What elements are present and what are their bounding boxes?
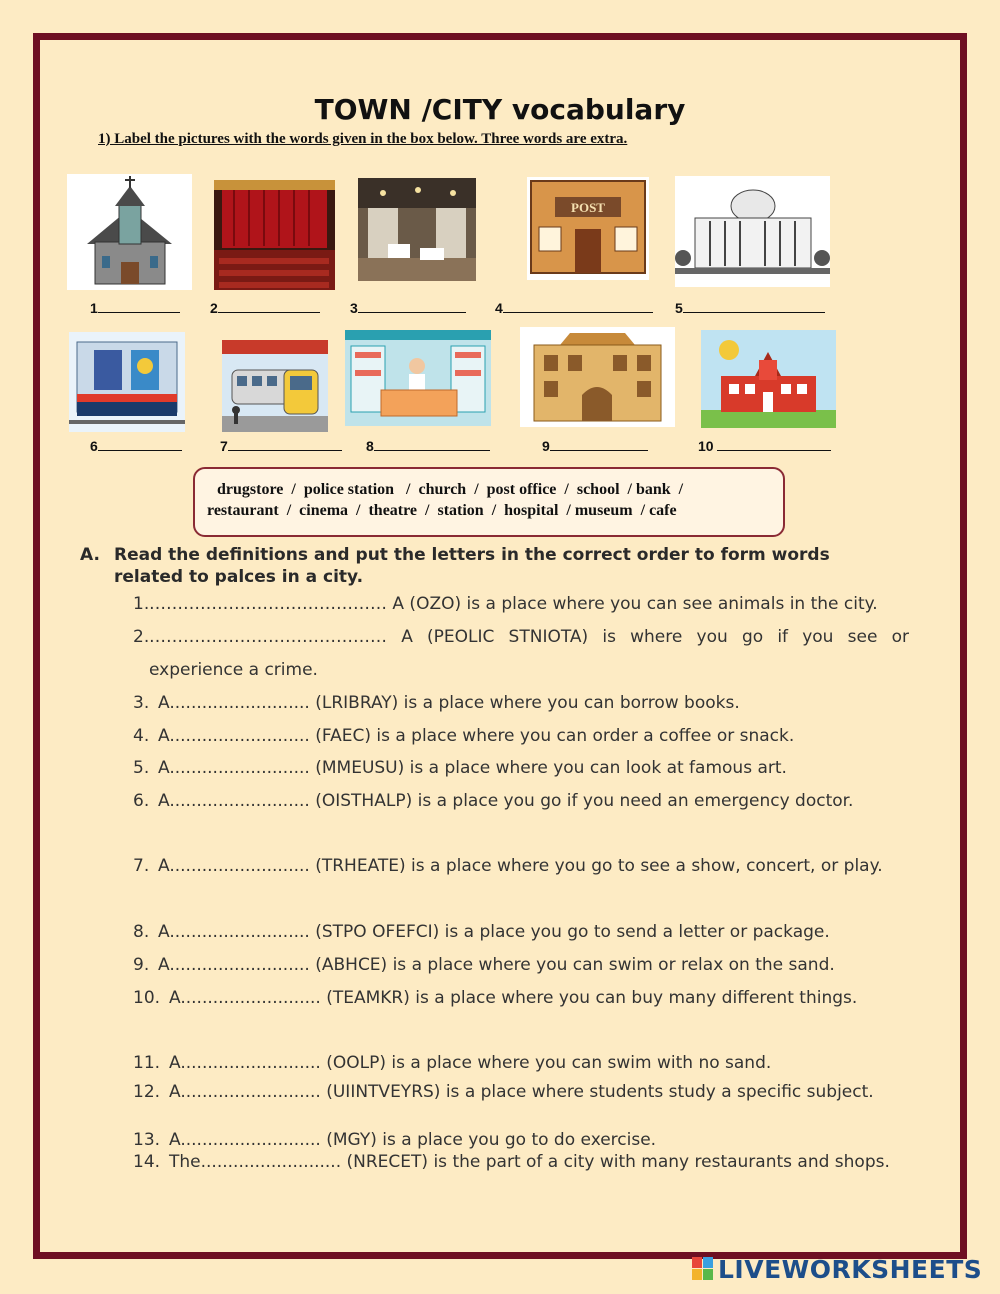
list-item (133, 1047, 909, 1080)
item-number: 9. (133, 955, 150, 975)
item-number: 12. (133, 1082, 161, 1102)
answer-line-10[interactable] (717, 438, 831, 451)
label-number: 10 (698, 438, 714, 454)
label-number: 4 (495, 300, 503, 316)
list-item (133, 785, 909, 818)
item-number: 2. (133, 627, 150, 647)
item-text[interactable]: A.......................... (TEAMKR) is a place where you can buy many different things. (169, 988, 858, 1008)
label-number: 6 (90, 438, 98, 454)
word-box-line-2: restaurant / cinema / theatre / station / hospital / museum / cafe (207, 502, 677, 519)
list-item (133, 850, 909, 883)
church-icon (67, 174, 192, 290)
item-number: 13. (133, 1130, 161, 1150)
item-number: 14. (133, 1152, 161, 1172)
list-item (133, 1080, 909, 1105)
item-text[interactable]: A.......................... (UIINTVEYRS) is a place where students study a specific subject. (169, 1082, 874, 1102)
answer-line-1[interactable] (98, 300, 180, 313)
list-item (133, 1151, 909, 1173)
item-text[interactable]: A.......................... (OISTHALP) is a place you go if you need an emergency doctor. (158, 791, 854, 811)
label-number: 7 (220, 438, 228, 454)
answer-line-9[interactable] (550, 438, 648, 451)
list-item (133, 982, 909, 1015)
section-a-heading (80, 544, 880, 588)
svg-text:POST: POST (571, 200, 605, 215)
cinema-icon (69, 332, 185, 432)
label-number: 2 (210, 300, 218, 316)
logo-blocks-icon (692, 1257, 714, 1281)
item-number: 4. (133, 726, 150, 746)
item-number: 8. (133, 922, 150, 942)
station-icon (222, 340, 328, 432)
list-item (133, 916, 909, 949)
liveworksheets-logo (692, 1255, 982, 1284)
answer-line-8[interactable] (374, 438, 490, 451)
list-item (133, 720, 909, 753)
item-text[interactable]: The.......................... (NRECET) is the part of a city with many restaurants and shops. (169, 1152, 890, 1172)
list-item (133, 621, 909, 687)
item-number: 5. (133, 758, 150, 778)
bank-icon (520, 327, 675, 427)
answer-line-6[interactable] (98, 438, 182, 451)
section-heading-text: Read the definitions and put the letters in the correct order to form words related to palces in a city. (114, 545, 830, 587)
item-text[interactable]: A.......................... (OOLP) is a place where you can swim with no sand. (169, 1053, 772, 1073)
item-text[interactable]: A.......................... (TRHEATE) is a place where you go to see a show, concert, or play. (158, 856, 883, 876)
restaurant-icon (358, 178, 476, 281)
museum-icon (675, 176, 830, 287)
drugstore-icon (345, 330, 491, 426)
word-box-line-1: drugstore / police station / church / post office / school / bank / (217, 481, 684, 498)
word-box (193, 467, 785, 537)
item-number: 1. (133, 594, 150, 614)
post-office-icon (527, 177, 649, 280)
label-number: 9 (542, 438, 550, 454)
instruction-text: 1) Label the pictures with the words given in the box below. Three words are extra. (98, 131, 628, 147)
answer-line-4[interactable] (503, 300, 653, 313)
item-text[interactable]: …………………………………… A (PEOLIC STNIOTA) is where you go if you see or experience a crime. (149, 627, 909, 680)
section-letter: A. (80, 545, 100, 565)
item-text[interactable]: A.......................... (FAEC) is a place where you can order a coffee or snack. (158, 726, 795, 746)
list-item (133, 1129, 909, 1151)
item-number: 11. (133, 1053, 161, 1073)
answer-line-3[interactable] (358, 300, 466, 313)
label-number: 8 (366, 438, 374, 454)
school-icon (701, 330, 836, 428)
item-number: 10. (133, 988, 161, 1008)
item-number: 3. (133, 693, 150, 713)
label-number: 1 (90, 300, 98, 316)
answer-line-7[interactable] (228, 438, 342, 451)
answer-line-2[interactable] (218, 300, 320, 313)
label-number: 5 (675, 300, 683, 316)
answer-line-5[interactable] (683, 300, 825, 313)
item-number: 7. (133, 856, 150, 876)
list-item (133, 752, 909, 785)
item-text[interactable]: A.......................... (ABHCE) is a place where you can swim or relax on the sand. (158, 955, 835, 975)
theatre-icon (214, 180, 335, 290)
label-number: 3 (350, 300, 358, 316)
item-text[interactable]: A.......................... (STPO OFEFCI) is a place you go to send a letter or package. (158, 922, 830, 942)
logo-text: LIVEWORKSHEETS (718, 1255, 983, 1284)
item-text[interactable]: A.......................... (MGY) is a place you go to do exercise. (169, 1130, 657, 1150)
list-item (133, 687, 909, 720)
item-text[interactable]: …………………………………… A (OZO) is a place where you can see animals in the city. (149, 594, 878, 614)
page-title: TOWN /CITY vocabulary (314, 93, 686, 126)
item-number: 6. (133, 791, 150, 811)
list-item (133, 949, 909, 982)
item-text[interactable]: A.......................... (MMEUSU) is a place where you can look at famous art. (158, 758, 787, 778)
list-item (133, 588, 909, 621)
item-text[interactable]: A.......................... (LRIBRAY) is a place where you can borrow books. (158, 693, 740, 713)
